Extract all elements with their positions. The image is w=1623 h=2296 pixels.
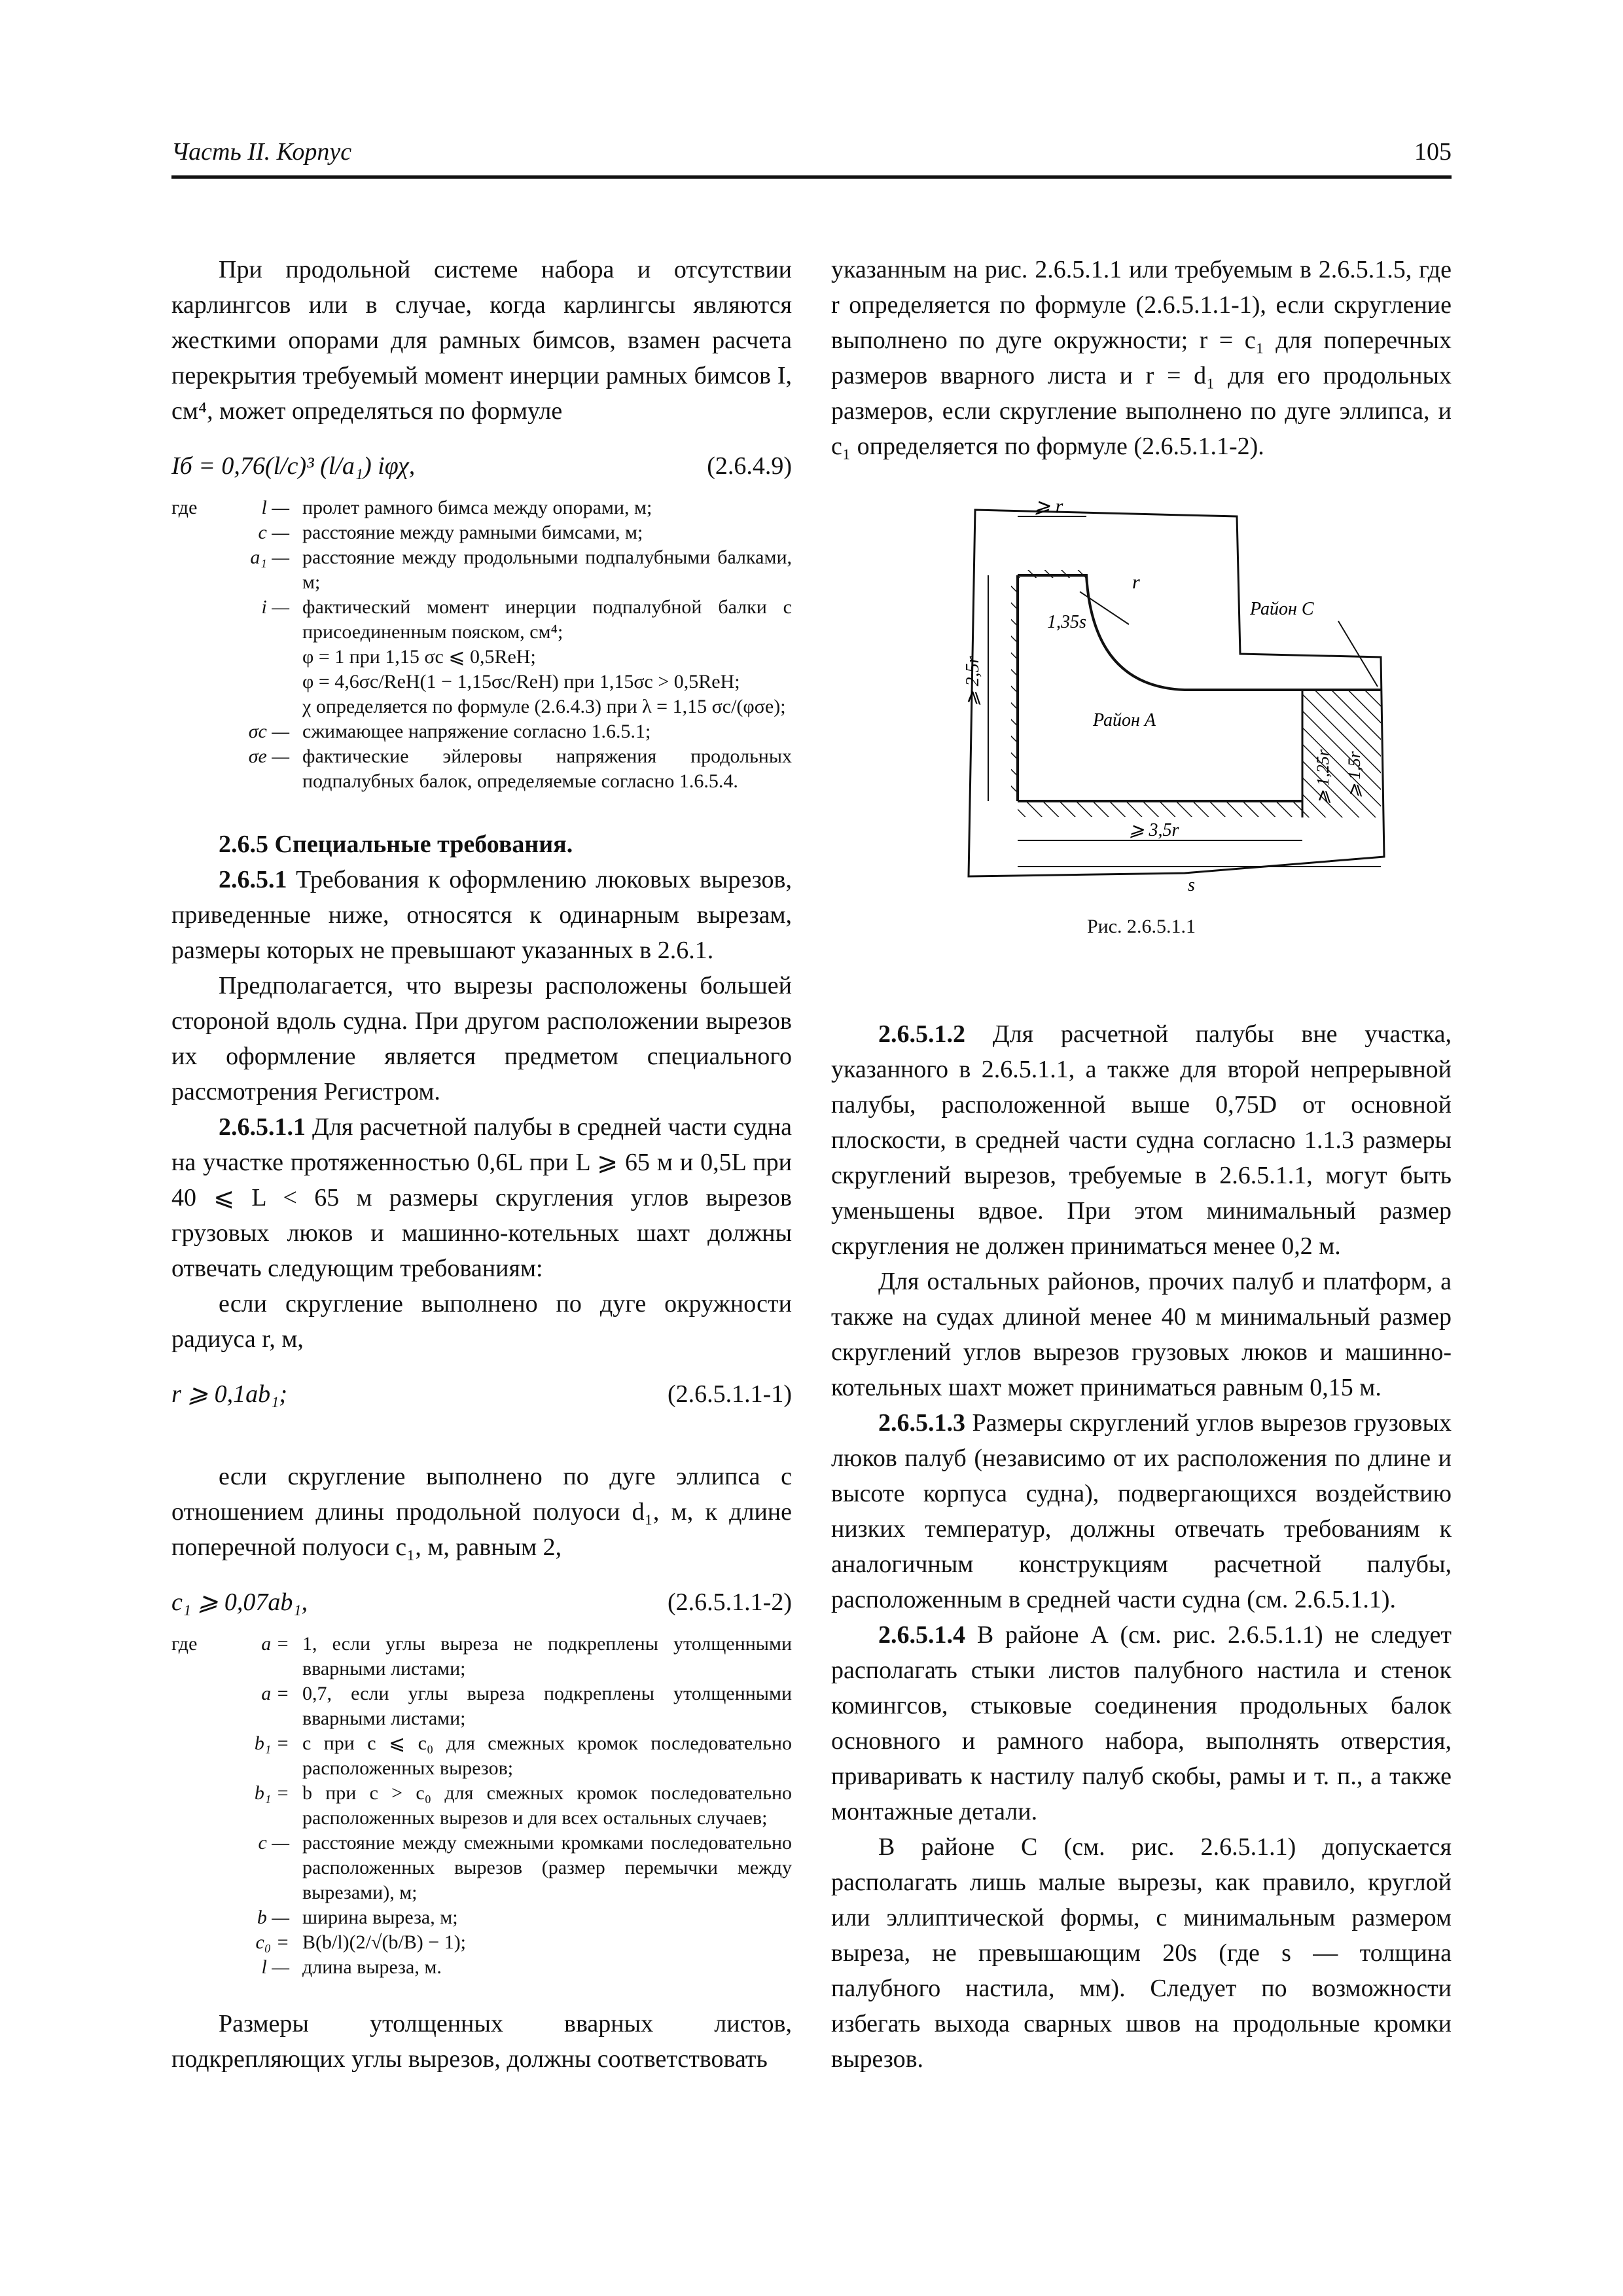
- radius-arrow: [1080, 592, 1129, 624]
- right-column: [831, 252, 1452, 2077]
- paragraph: В районе С (см. рис. 2.6.5.1.1) допускается располагать лишь малые вырезы, как правило, круглой или эллиптической формы, с минимальным размером выреза, не превышающим 20s (где s — толщина палубного настила, мм). Следует по возможности избегать выхода сварных швов на продольные кромки вырезов.: [831, 1833, 1452, 2073]
- hatch-top: [1018, 570, 1086, 578]
- paragraph: 2.6.5.1.3 Размеры скруглений углов вырезов грузовых люков палуб (независимо от их расположения по длине и высоте корпуса судна), подвергающихся воздействию низких температур, должны отвечать требованиям к аналогичным конструкциям расчетной палубы, расположенным в средней части судна (см. 2.6.5.1.1).: [831, 1409, 1452, 1613]
- definition: b — ширина выреза, м;: [257, 1907, 458, 1928]
- definition: c — расстояние между смежными кромками последовательно расположенных вырезов (размер перемычки между вырезами), м;: [258, 1832, 792, 1903]
- figure-drawing: [831, 490, 1452, 896]
- formula-expression: Iб = 0,76(l/c)³ (l/a₁) iφχ,: [171, 452, 416, 480]
- definition: a = 0,7, если углы выреза подкреплены утолщенными вварными листами;: [261, 1683, 792, 1729]
- definition: χ определяется по формуле (2.6.4.3) при λ = 1,15 σc/(φσe);: [302, 696, 786, 717]
- definition: c — расстояние между рамными бимсами, м;: [258, 522, 643, 543]
- definition: c₀ = B(b/l)(2/√(b/B) − 1);: [255, 1931, 467, 1953]
- figure-hatch-corner: [831, 490, 1452, 896]
- label-r: r: [1132, 571, 1140, 593]
- definitions-block: [171, 495, 792, 794]
- label-s: s: [1188, 875, 1195, 895]
- label-ge-3-5r: ⩾ 3,5r: [1129, 820, 1179, 840]
- definition: φ = 4,6σc/ReH(1 − 1,15σc/ReH) при 1,15σc > 0,5ReH;: [302, 671, 740, 692]
- paragraph: если скругление выполнено по дуге окружности радиуса r, м,: [171, 1290, 792, 1353]
- definition: b₁ = b при c > c₀ для смежных кромок последовательно расположенных вырезов и для всех остальных случаев;: [254, 1782, 792, 1829]
- definition: σe — фактические эйлеровы напряжения продольных подпалубных балок, определяемые согласно 1.6.5.4.: [248, 745, 792, 792]
- formula-expression: c₁ ⩾ 0,07ab₁,: [171, 1588, 308, 1616]
- paragraph: указанным на рис. 2.6.5.1.1 или требуемым в 2.6.5.1.5, где r определяется по формуле (2.6.5.1.1-1), если скругление выполнено по дуге окружности; r = c₁ для поперечных размеров вварного листа и r = d₁ для его продольных размеров, если скругление выполнено по дуге эллипса, и c₁ определяется по формуле (2.6.5.1.1-2).: [831, 256, 1452, 460]
- label-1-35s: 1,35s: [1047, 612, 1086, 632]
- running-header: Часть II. Корпус: [171, 138, 352, 166]
- formula-expression: r ⩾ 0,1ab₁;: [171, 1380, 287, 1408]
- formula-2-6-5-1-1-2: [171, 1585, 792, 1620]
- formula-2-6-5-1-1-1: [171, 1376, 792, 1412]
- label-ge-2-5r: ⩾ 2,5r: [963, 656, 983, 706]
- figure-caption: Рис. 2.6.5.1.1: [1086, 916, 1196, 937]
- definition: i — фактический момент инерции подпалубной балки с присоединенным пояском, см⁴;: [261, 596, 792, 643]
- definition: a = 1, если углы выреза не подкреплены утолщенными вварными листами;: [261, 1633, 792, 1679]
- paragraph: 2.6.5.1.2 Для расчетной палубы вне участка, указанного в 2.6.5.1.1, а также для второй непрерывной палубы, расположенной выше 0,75D от основной плоскости, в средней части судна согласно 1.1.3 размеры скруглений вырезов, требуемые в 2.6.5.1.1, могут быть уменьшены вдвое. При этом минимальный размер скругления не должен приниматься менее 0,2 м.: [831, 1020, 1452, 1260]
- paragraph: 2.6.5.1.4 В районе А (см. рис. 2.6.5.1.1) не следует располагать стыки листов палубного настила и стенок комингсов, стыковые соединения продольных балок основного и рамного набора, выполнять отверстия, приваривать к настилу палуб скобы, рамы и т. п., а также монтажные детали.: [831, 1621, 1452, 1825]
- hatch-left: [1011, 575, 1019, 801]
- definition: a₁ — расстояние между продольными подпалубными балками, м;: [250, 547, 792, 593]
- label-ge-1-5r: ⩾ 1,5r: [1345, 751, 1364, 798]
- paragraph: если скругление выполнено по дуге эллипса с отношением длины продольной полуоси d₁, м, к длине поперечной полуоси c₁, м, равным 2,: [171, 1463, 792, 1561]
- header-rule: [171, 175, 1452, 179]
- region-c-leader: [1338, 621, 1378, 687]
- paragraph: 2.6.5.1.1 Для расчетной палубы в средней части судна на участке протяженностью 0,6L при L ⩾ 65 м и 0,5L при 40 ⩽ L < 65 м размеры скругления углов вырезов грузовых люков и машинно-котельных шахт должны отвечать следующим требованиям:: [171, 1113, 792, 1282]
- label-region-c: Район C: [1250, 599, 1314, 619]
- definition: σc — сжимающее напряжение согласно 1.6.5.1;: [248, 721, 651, 742]
- definition: φ = 1 при 1,15 σc ⩽ 0,5ReH;: [302, 646, 536, 668]
- paragraph: Предполагается, что вырезы расположены большей стороной вдоль судна. При другом расположении вырезов их оформление является предметом специального рассмотрения Регистром.: [171, 972, 792, 1105]
- left-column: [171, 252, 792, 2077]
- paragraph: Для остальных районов, прочих палуб и платформ, а также на судах длиной менее 40 м минимальный размер скруглений углов вырезов грузовых люков и машинно-котельных шахт может приниматься равным 0,15 м.: [831, 1268, 1452, 1401]
- definitions-block: [171, 1632, 792, 1980]
- formula-number: (2.6.4.9): [707, 452, 792, 480]
- cutout-edge: [1018, 575, 1381, 690]
- definition: b₁ = c при c ⩽ c₀ для смежных кромок последовательно расположенных вырезов;: [254, 1732, 792, 1779]
- formula-number: (2.6.5.1.1-2): [668, 1588, 792, 1616]
- hatch-bottom: [1018, 801, 1302, 817]
- definition: l — пролет рамного бимса между опорами, м;: [261, 497, 652, 518]
- section-heading: 2.6.5 Специальные требования.: [219, 831, 573, 858]
- paragraph: При продольной системе набора и отсутствии карлингсов или в случае, когда карлингсы являются жесткими опорами для рамных бимсов, взамен расчета перекрытия требуемый момент инерции рамных бимсов I, см⁴, может определяться по формуле: [171, 256, 792, 425]
- page-number: 105: [1414, 138, 1452, 166]
- where-label: где: [171, 497, 198, 518]
- where-label: где: [171, 1633, 198, 1655]
- formula-2-6-4-9: [171, 448, 792, 484]
- definition: l — длина выреза, м.: [261, 1956, 442, 1978]
- paragraph: Размеры утолщенных вварных листов, подкрепляющих углы вырезов, должны соответствовать: [171, 2010, 792, 2073]
- label-region-a: Район А: [1093, 710, 1156, 730]
- label-ge-1-25r: ⩾ 1,25r: [1313, 749, 1332, 804]
- label-ge-r: ⩾ r: [1034, 495, 1063, 517]
- formula-number: (2.6.5.1.1-1): [668, 1380, 792, 1408]
- paragraph: 2.6.5.1 Требования к оформлению люковых вырезов, приведенные ниже, относятся к одинарным вырезам, размеры которых не превышают указанных в 2.6.1.: [171, 866, 792, 964]
